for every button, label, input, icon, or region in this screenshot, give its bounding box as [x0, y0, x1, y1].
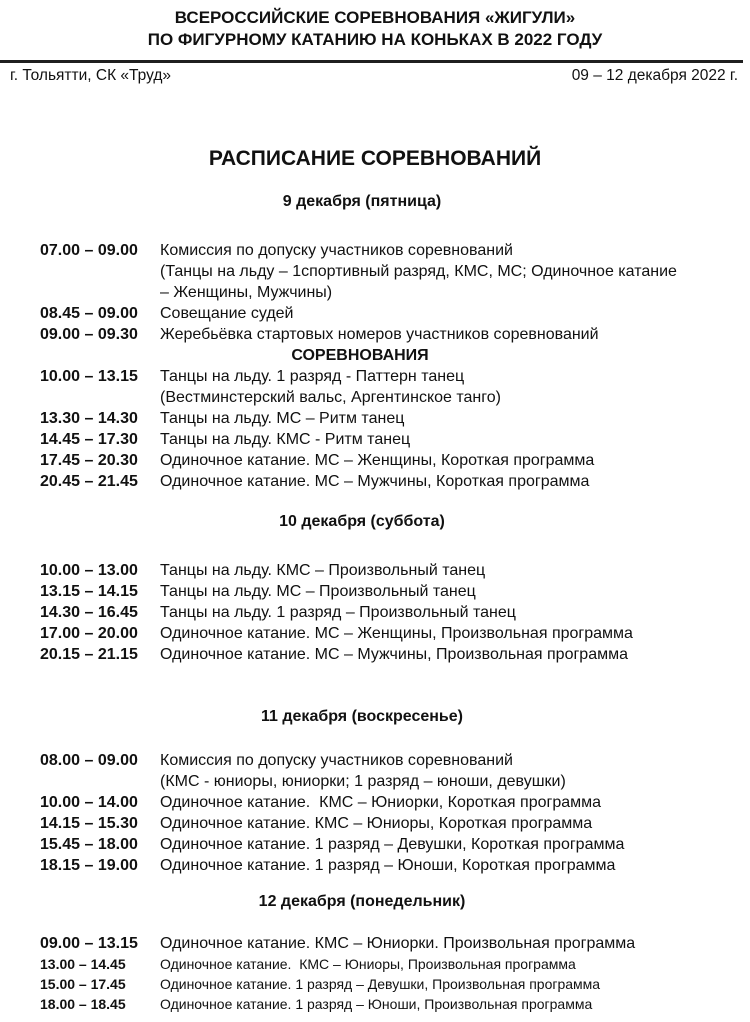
time-range: 13.15 – 14.15 [40, 583, 138, 600]
day-section-4 [0, 892, 750, 1014]
event-description-line: Одиночное катание. МС – Женщины, Произвольная программа [160, 625, 633, 642]
event-description-line: Одиночное катание. 1 разряд – Юноши, Короткая программа [160, 857, 616, 874]
day-rows [0, 560, 750, 665]
event-description [160, 934, 635, 954]
document-title-line2: ПО ФИГУРНОМУ КАТАНИЮ НА КОНЬКАХ В 2022 ГОДУ [147, 30, 603, 49]
event-description-line: (КМС - юниоры, юниорки; 1 разряд – юноши, девушки) [160, 773, 566, 790]
time-range: 10.00 – 13.15 [40, 368, 138, 385]
event-description-line: Одиночное катание. МС – Мужчины, Произвольная программа [160, 646, 628, 663]
time-range: 18.00 – 18.45 [40, 996, 126, 1012]
day-rows [0, 750, 750, 876]
event-description-line: Одиночное катание. МС – Мужчины, Короткая программа [160, 473, 590, 490]
schedule-row [0, 834, 750, 855]
schedule-row [0, 581, 750, 602]
event-description [160, 792, 601, 813]
schedule-row [0, 471, 750, 492]
time-range: 14.30 – 16.45 [40, 604, 138, 621]
event-description-line: Одиночное катание. МС – Женщины, Короткая программа [160, 452, 595, 469]
event-description-line: (Вестминстерский вальс, Аргентинское танго) [160, 389, 501, 406]
event-description [160, 602, 516, 623]
time-range: 20.15 – 21.15 [40, 646, 138, 663]
event-description-line: – Женщины, Мужчины) [160, 284, 333, 301]
venue-date-row [0, 63, 750, 85]
time-range: 09.00 – 13.15 [40, 935, 138, 952]
event-description [160, 366, 501, 408]
day-rows [0, 934, 750, 1014]
event-description [160, 623, 633, 644]
schedule-row [0, 750, 750, 792]
document-title [0, 0, 750, 51]
schedule-row [0, 429, 750, 450]
event-description-line: Совещание судей [160, 305, 294, 322]
event-description [160, 994, 592, 1014]
venue-text: г. Тольятти, СК «Труд» [10, 67, 171, 84]
event-description [160, 954, 576, 974]
schedule-row [0, 813, 750, 834]
schedule-row [0, 974, 750, 994]
event-description [160, 303, 294, 324]
event-description [160, 240, 677, 303]
schedule-row [0, 324, 750, 345]
event-description [160, 560, 485, 581]
time-range: 17.45 – 20.30 [40, 452, 138, 469]
event-description-line: Комиссия по допуску участников соревнований [160, 752, 513, 769]
event-description-line: Одиночное катание. 1 разряд – Юноши, Произвольная программа [160, 996, 593, 1012]
event-description [160, 324, 599, 345]
event-description [160, 408, 404, 429]
event-description-line: Танцы на льду. 1 разряд - Паттерн танец [160, 368, 465, 385]
event-description [160, 750, 566, 792]
day-heading: 12 декабря (понедельник) [258, 893, 466, 910]
event-description [160, 450, 594, 471]
time-range: 14.45 – 17.30 [40, 431, 138, 448]
time-range: 09.00 – 09.30 [40, 326, 138, 343]
time-range: 13.30 – 14.30 [40, 410, 138, 427]
schedule-row [0, 408, 750, 429]
schedule-row [0, 934, 750, 954]
time-range: 20.45 – 21.45 [40, 473, 138, 490]
day-heading: 10 декабря (суббота) [279, 513, 445, 530]
event-description [160, 813, 592, 834]
document-title-line1: ВСЕРОССИЙСКИЕ СОРЕВНОВАНИЯ «ЖИГУЛИ» [174, 8, 576, 27]
time-range: 13.00 – 14.45 [40, 956, 126, 972]
day-section-1 [0, 192, 750, 492]
event-description-line: Одиночное катание. КМС – Юниоры, Короткая программа [160, 815, 593, 832]
time-range: 07.00 – 09.00 [40, 242, 138, 259]
time-range: 08.00 – 09.00 [40, 752, 138, 769]
schedule-row [0, 560, 750, 581]
schedule-row [0, 994, 750, 1014]
event-description [160, 974, 600, 994]
schedule-row [0, 954, 750, 974]
schedule-row [0, 602, 750, 623]
time-range: 18.15 – 19.00 [40, 857, 138, 874]
time-range: 17.00 – 20.00 [40, 625, 138, 642]
schedule-row [0, 644, 750, 665]
event-description-line: Танцы на льду. КМС – Произвольный танец [160, 562, 486, 579]
day-heading: 9 декабря (пятница) [282, 193, 442, 210]
event-description-line: Танцы на льду. 1 разряд – Произвольный танец [160, 604, 516, 621]
schedule-row [0, 855, 750, 876]
day-section-2 [0, 512, 750, 665]
schedule-row [0, 623, 750, 644]
event-description-line: (Танцы на льду – 1спортивный разряд, КМС, МС; Одиночное катание [160, 263, 677, 280]
event-description-line: Танцы на льду. КМС - Ритм танец [160, 431, 411, 448]
day-rows [0, 240, 750, 492]
event-description-line: Одиночное катание. КМС – Юниорки. Произвольная программа [160, 935, 636, 952]
schedule-title: РАСПИСАНИЕ СОРЕВНОВАНИЙ [208, 147, 542, 170]
schedule-row [0, 303, 750, 324]
time-range: 08.45 – 09.00 [40, 305, 138, 322]
schedule-row [0, 792, 750, 813]
event-description-line: Жеребьёвка стартовых номеров участников соревнований [160, 326, 599, 343]
dates-text: 09 – 12 декабря 2022 г. [571, 67, 738, 84]
event-description-line: Одиночное катание. 1 разряд – Девушки, Короткая программа [160, 836, 625, 853]
day-heading: 11 декабря (воскресенье) [261, 708, 463, 725]
time-range: 10.00 – 14.00 [40, 794, 138, 811]
event-description [160, 834, 624, 855]
event-description-line: Комиссия по допуску участников соревнований [160, 242, 513, 259]
section-subheading: СОРЕВНОВАНИЯ [291, 347, 429, 364]
event-description-line: Одиночное катание. 1 разряд – Девушки, Произвольная программа [160, 976, 601, 992]
schedule-row [0, 450, 750, 471]
day-section-3 [0, 707, 750, 876]
time-range: 15.00 – 17.45 [40, 976, 126, 992]
time-range: 14.15 – 15.30 [40, 815, 138, 832]
event-description-line: Танцы на льду. МС – Произвольный танец [160, 583, 476, 600]
event-description [160, 471, 589, 492]
event-description [160, 855, 615, 876]
event-description [160, 644, 628, 665]
time-range: 10.00 – 13.00 [40, 562, 138, 579]
schedule-row [0, 240, 750, 303]
schedule-row [0, 366, 750, 408]
event-description [160, 581, 476, 602]
event-description-line: Одиночное катание. КМС – Юниорки, Короткая программа [160, 794, 602, 811]
days [0, 171, 750, 1014]
event-description-line: Танцы на льду. МС – Ритм танец [160, 410, 405, 427]
event-description-line: Одиночное катание. КМС – Юниоры, Произвольная программа [160, 956, 576, 972]
event-description [160, 429, 410, 450]
time-range: 15.45 – 18.00 [40, 836, 138, 853]
